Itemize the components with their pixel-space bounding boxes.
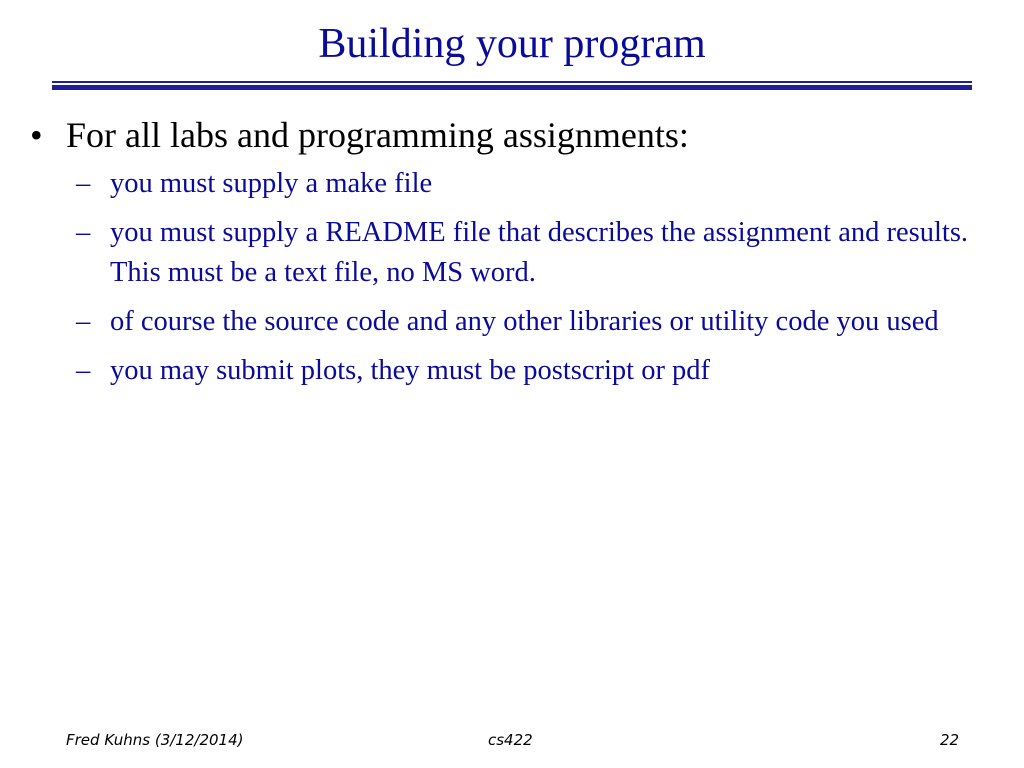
dash-icon: – <box>76 355 91 386</box>
sub-bullet-text: you must supply a make file <box>110 168 433 199</box>
sub-bullet-item <box>76 351 990 391</box>
main-bullet-text: For all labs and programming assignments: <box>66 115 689 155</box>
footer-page-number: 22 <box>940 731 960 749</box>
main-bullet <box>30 110 990 160</box>
sub-bullet-text: of course the source code and any other libraries or utility code you used <box>110 306 939 337</box>
sub-bullet-item <box>76 213 990 293</box>
slide-title: Building your program <box>318 21 706 67</box>
sub-bullet-text: you may submit plots, they must be postscript or pdf <box>110 355 711 386</box>
dash-icon: – <box>76 217 91 248</box>
bullet-icon: • <box>30 115 43 155</box>
footer-course: cs422 <box>488 731 533 749</box>
title-divider-thick <box>52 85 972 90</box>
sub-bullet-text: you must supply a README file that describes the assignment and results. This must be a text file, no MS word. <box>110 217 969 288</box>
sub-bullet-item <box>76 164 990 204</box>
footer-author-date: Fred Kuhns (3/12/2014) <box>66 731 244 749</box>
title-divider-thin <box>52 81 972 83</box>
slide-content <box>30 110 990 400</box>
sub-bullet-item <box>76 302 990 342</box>
dash-icon: – <box>76 306 91 337</box>
sub-bullet-list <box>30 164 990 391</box>
dash-icon: – <box>76 168 91 199</box>
